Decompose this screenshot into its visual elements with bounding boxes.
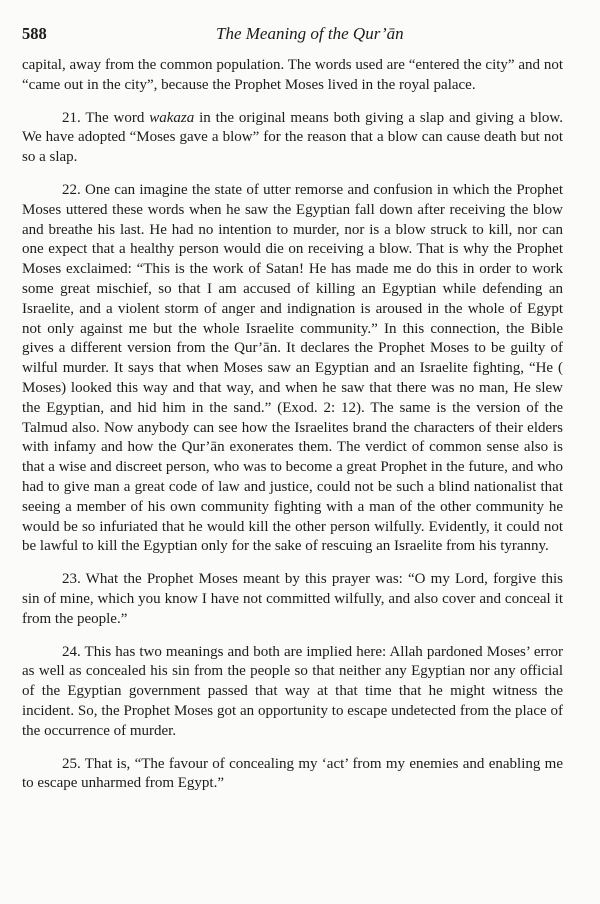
note-21-term: wakaza — [149, 109, 195, 126]
note-23-paragraph: 23. What the Prophet Moses meant by this prayer was: “O my Lord, forgive this sin of mine, which you know I have not committed wilfully, and also cover and conceal it from the people.” — [22, 571, 563, 627]
running-title: The Meaning of the Qur’ān — [216, 24, 404, 43]
note-24-paragraph: 24. This has two meanings and both are implied here: Allah pardoned Moses’ error as well as concealed his sin from the people so that neither any Egyptian nor any official of the Egyptian government passed that way at that time that he might witness the incident. So, the Prophet Moses got an opportunity to escape undetected from the place of the occurrence of murder. — [22, 643, 563, 739]
page-number: 588 — [22, 24, 47, 43]
book-page — [22, 24, 563, 792]
note-22-paragraph: 22. One can imagine the state of utter remorse and confusion in which the Prophet Moses uttered these words when he saw the Egyptian fall down after receiving the blow and breathe his last. He had no intention to murder, nor is a blow struck to kill, nor can one expect that a healthy person would die on receiving a blow. That is why the Prophet Moses exclaimed: “This is the work of Satan! He has made me do this in order to work some great mischief, so that I am accused of killing an Egyptian while defending an Israelite, and a violent storm of anger and indignation is aroused in the whole of Egypt not only against me but the whole Israelite community.” In this connection, the Bible gives a different version from the Qur’ān. It declares the Prophet Moses to be guilty of wilful murder. It says that when Moses saw an Egyptian and an Israelite fighting, “He ( Moses) looked this way and that way, and when he saw that there was no man, He slew the Egyptian, and hid him in the sand.” (Exod. 2: 12). The same is the version of the Talmud also. Now anybody can see how the Israelites brand the characters of their elders with infamy and how the Qur’ān exonerates them. The verdict of common sense also is that a wise and discreet person, who was to become a great Prophet in the future, and who had to give man a great code of law and justice, could not be such a blind nationalist that seeing a member of his own community fighting with a man of the other community he would be so infuriated that he would kill the other person wilfully. Evidently, it could not be lawful to kill the Egyptian only for the sake of rescuing an Israelite from his tyranny. — [22, 181, 563, 555]
note-25-paragraph: 25. That is, “The favour of concealing my ‘act’ from my enemies and enabling me to escape unharmed from Egypt.” — [22, 755, 563, 792]
page-body — [22, 56, 563, 807]
note-21-lead: 21. The word — [62, 109, 150, 126]
note-21-paragraph — [22, 109, 563, 168]
page-header — [22, 24, 563, 50]
continuation-paragraph: capital, away from the common population. The words used are “entered the city” and not “came out in the city”, because the Prophet Moses lived in the royal palace. — [22, 57, 563, 93]
note-21-rest: in the original means both giving a slap and giving a blow. We have adopted “Moses gave a blow” for the reason that a blow can cause death but not so a slap. — [22, 109, 563, 166]
